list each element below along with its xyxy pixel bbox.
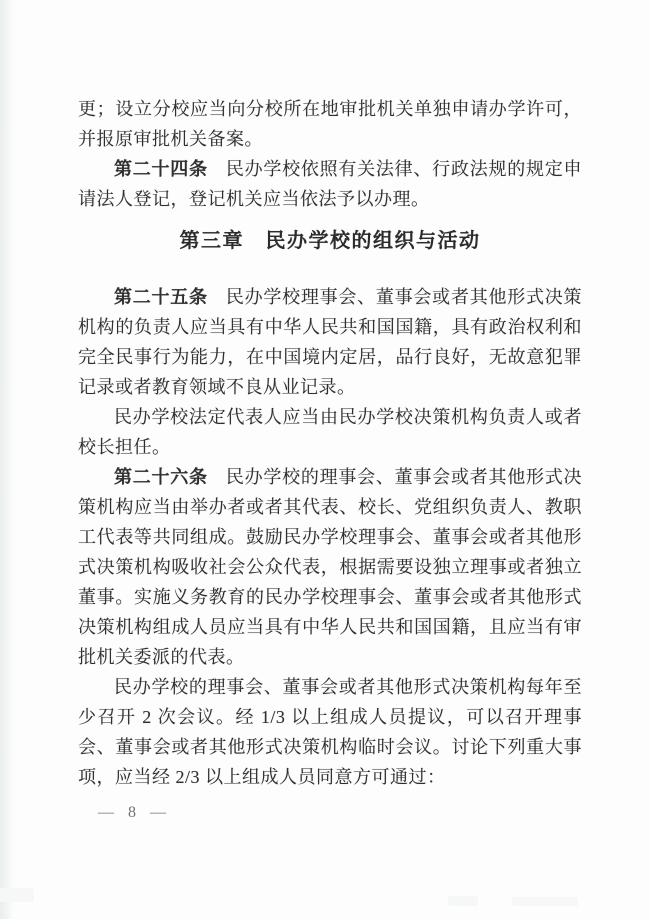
paragraph [78,672,582,792]
scan-smudge [512,897,578,906]
page-content [78,94,582,792]
paragraph [78,402,582,462]
paragraph-text: 民办学校的理事会、董事会或者其他形式决策机构每年至少召开 2 次会议。经 1/3 以上组成人员提议，可以召开理事会、董事会或者其他形式决策机构临时会议。讨论下列重大事项，应当经 2/3 以上组成人员同意方可通过： [78,677,582,787]
scan-smudge [0,888,34,902]
paragraph [78,282,582,402]
paragraph [78,462,582,672]
paragraph [78,154,582,214]
paragraph-text: 民办学校法定代表人应当由民办学校决策机构负责人或者校长担任。 [78,407,582,457]
paragraph-text: 民办学校理事会、董事会或者其他形式决策机构的负责人应当具有中华人民共和国国籍，具有政治权利和完全民事行为能力，在中国境内定居，品行良好，无故意犯罪记录或者教育领域不良从业记录。 [78,287,583,397]
article-number: 第二十四条 [114,159,208,179]
scan-smudge [448,896,478,906]
paragraph-text: 更；设立分校应当向分校所在地审批机关单独申请办学许可，并报原审批机关备案。 [78,99,582,149]
scan-edge-shadow [0,0,16,919]
paragraph-text: 民办学校依照有关法律、行政法规的规定申请法人登记，登记机关应当依法予以办理。 [78,159,583,209]
article-number: 第二十六条 [114,467,208,487]
article-number: 第二十五条 [114,287,208,307]
paragraph [78,94,582,154]
chapter-heading: 第三章 民办学校的组织与活动 [179,230,481,252]
paragraph-text: 民办学校的理事会、董事会或者其他形式决策机构应当由举办者或者其代表、校长、党组织负责人、教职工代表等共同组成。鼓励民办学校理事会、董事会或者其他形式决策机构吸收社会公众代表，根据需要设独立理事或者独立董事。实施义务教育的民办学校理事会、董事会或者其他形式决策机构组成人员应当具有中华人民共和国国籍，且应当有审批机关委派的代表。 [78,467,583,667]
page-number: — 8 — [98,804,171,821]
